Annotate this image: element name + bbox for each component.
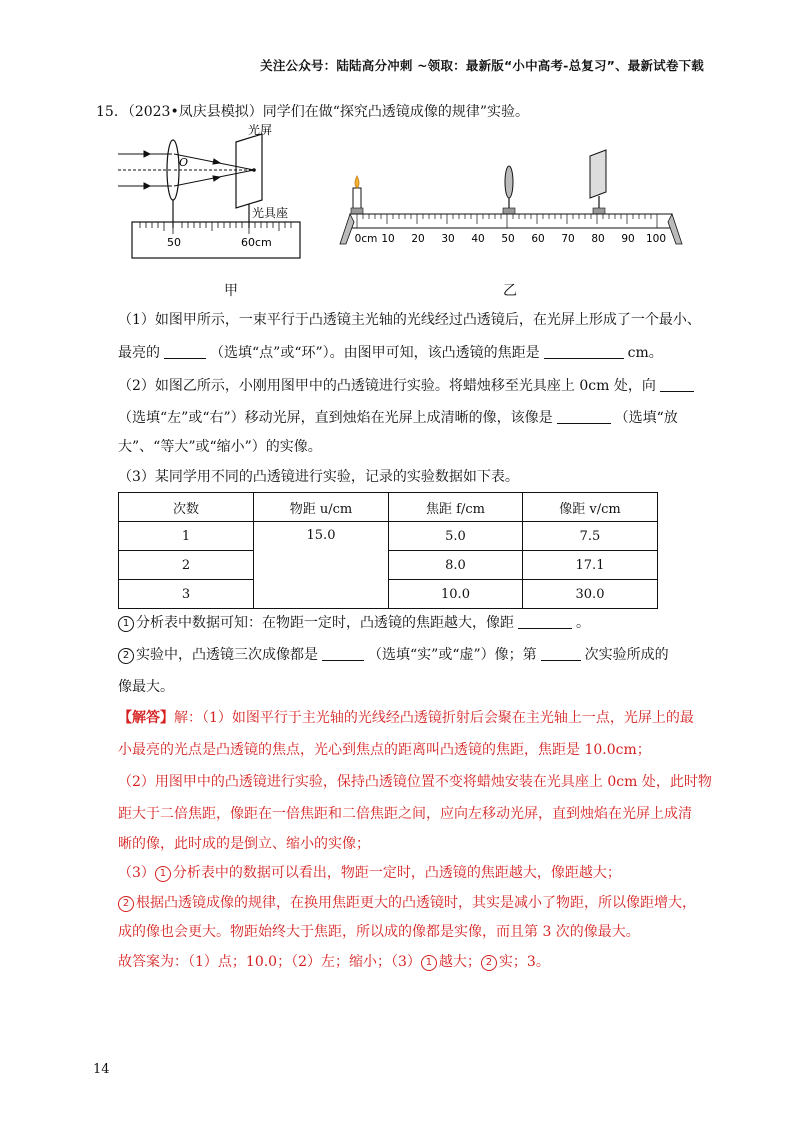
table-row (119, 580, 658, 609)
answer-final: 故答案为：（1）点；10.0；（2）左；缩小；（3） 1 越大； 2 实；3。 (118, 954, 550, 970)
data-table (118, 492, 658, 609)
tick-60cm: 60cm (241, 236, 272, 249)
question-part2-line1: （2）如图乙所示，小刚用图甲中的凸透镜进行实验。将蜡烛移至光具座上 0cm 处，向 (118, 375, 698, 395)
page-number: 14 (93, 1062, 110, 1077)
question-part1-line2: 最亮的 （选填“点”或“环”）。由图甲可知，该凸透镜的焦距是 cm。 (118, 345, 663, 361)
table-header: 物距 u/cm (254, 493, 389, 522)
table-row (119, 551, 658, 580)
question-part2-line2: （选填“左”或“右”）移动光屏，直到烛焰在光屏上成清晰的像，该像是 （选填“放 (118, 410, 678, 426)
table-header: 像距 v/cm (523, 493, 658, 522)
table-cell: 3 (119, 580, 254, 609)
answer-line5: 晰的像，此时成的是倒立、缩小的实像； (118, 836, 370, 852)
table-cell: 2 (119, 551, 254, 580)
answer-line1: 【解答】解：（1）如图平行于主光轴的光线经凸透镜折射后会聚在主光轴上一点，光屏上的最 (118, 710, 694, 726)
table-header: 焦距 f/cm (389, 493, 523, 522)
page-header: 关注公众号：陆陆高分冲刺 ~领取：最新版“小中高考-总复习”、最新试卷下载 (260, 58, 704, 73)
table-cell: 8.0 (389, 551, 523, 580)
bench-tick-30: 30 (441, 233, 455, 245)
answer-line3: （2）用图甲中的凸透镜进行实验，保持凸透镜位置不变将蜡烛安装在光具座上 0cm 处，此时物 (118, 774, 712, 790)
figure-yi (332, 148, 690, 252)
bench-tick-50: 50 (501, 233, 515, 245)
tick-50: 50 (167, 236, 181, 249)
bench-tick-0: 0cm (354, 233, 378, 245)
question-sub2-line1: 2 实验中，凸透镜三次成像都是 （选填“实”或“虚”）像；第 次实验所成的 (118, 644, 669, 664)
bench-tick-100: 100 (645, 233, 667, 245)
question-part1-line1: （1）如图甲所示，一束平行于凸透镜主光轴的光线经过凸透镜后，在光屏上形成了一个最小、 (118, 312, 701, 328)
bench-tick-70: 70 (561, 233, 575, 245)
table-cell-u-merged: 15.0 (254, 522, 389, 609)
figure-jia (112, 122, 307, 262)
figure-yi-label: 乙 (503, 283, 517, 299)
table-header-row (119, 493, 658, 522)
optical-center-label: O (179, 156, 189, 169)
answer-line6: （3） 1 分析表中的数据可以看出，物距一定时，凸透镜的焦距越大，像距越大； (118, 865, 621, 881)
bench-tick-60: 60 (531, 233, 545, 245)
bench-tick-20: 20 (411, 233, 425, 245)
table-cell: 17.1 (523, 551, 658, 580)
table-header: 次数 (119, 493, 254, 522)
table-row (119, 522, 658, 551)
base-label: 光具座 (252, 206, 289, 220)
table-cell: 5.0 (389, 522, 523, 551)
bench-tick-80: 80 (591, 233, 605, 245)
question-sub1: 1 分析表中数据可知：在物距一定时，凸透镜的焦距越大，像距 。 (118, 612, 590, 632)
question-sub2-line2: 像最大。 (118, 679, 174, 695)
table-cell: 1 (119, 522, 254, 551)
answer-line8: 成的像也会更大。物距始终大于焦距，所以成的像都是实像，而且第 3 次的像最大。 (118, 924, 640, 940)
bench-tick-90: 90 (621, 233, 635, 245)
table-cell: 7.5 (523, 522, 658, 551)
table-cell: 30.0 (523, 580, 658, 609)
figure-jia-label: 甲 (224, 283, 238, 299)
answer-line2: 小最亮的光点是凸透镜的焦点，光心到焦点的距离叫凸透镜的焦距，焦距是 10.0cm； (118, 742, 651, 758)
question-part2-line3: 大”、“等大”或“缩小”）的实像。 (118, 439, 322, 455)
bench-tick-10: 10 (381, 233, 395, 245)
screen-label: 光屏 (248, 123, 273, 137)
question-part3: （3）某同学用不同的凸透镜进行实验，记录的实验数据如下表。 (118, 469, 519, 485)
bench-tick-40: 40 (471, 233, 485, 245)
question-intro: 15．（2023•凤庆县模拟）同学们在做“探究凸透镜成像的规律”实验。 (96, 104, 530, 120)
answer-line7: 2 根据凸透镜成像的规律，在换用焦距更大的凸透镜时，其实是减小了物距，所以像距增大， (118, 892, 696, 912)
table-cell: 10.0 (389, 580, 523, 609)
answer-line4: 距大于二倍焦距，像距在一倍焦距和二倍焦距之间，应向左移动光屏，直到烛焰在光屏上成清 (118, 806, 692, 822)
